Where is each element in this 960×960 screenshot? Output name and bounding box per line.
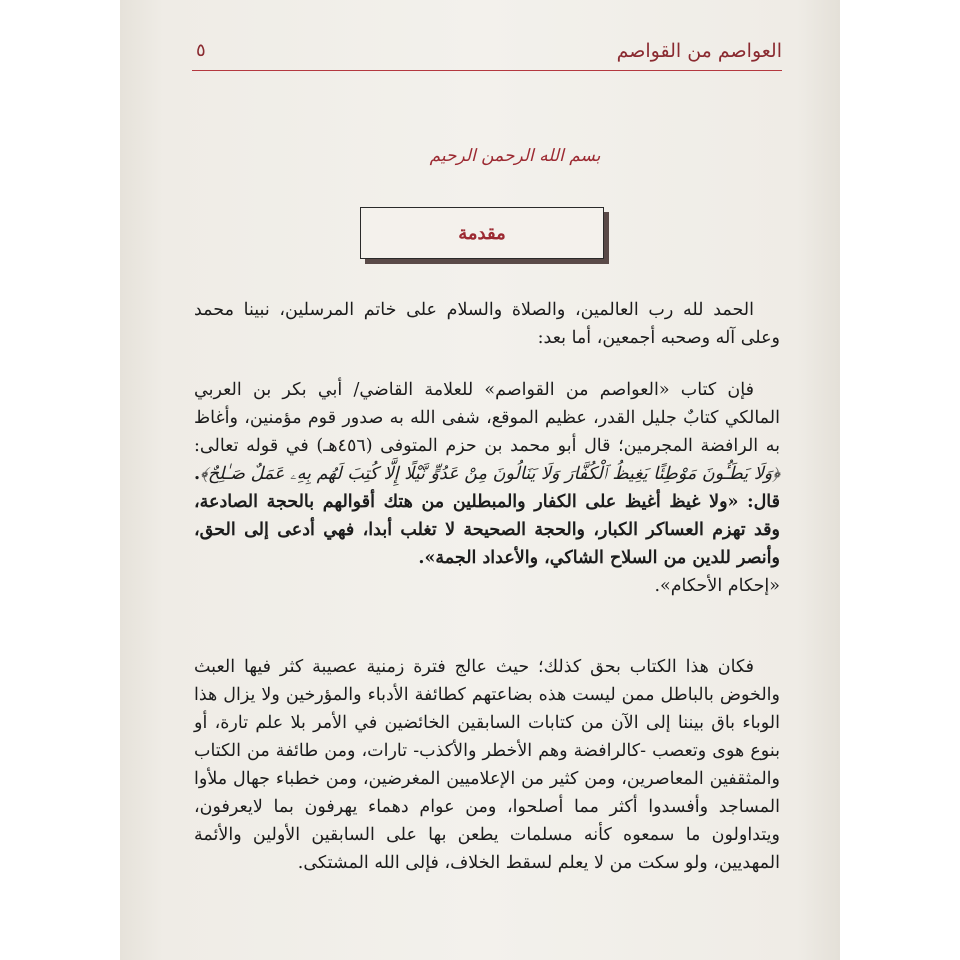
running-header (192, 40, 782, 71)
paragraph-opening (194, 296, 780, 352)
intro-title: مقدمة (458, 222, 506, 244)
ibn-hazm-quote: . قال: «ولا غيظ أغيظ على الكفار والمبطلين من هتك أقوالهم بالحجة الصادعة، وقد تهزم العساكر الكبار، والحجة الصحيحة لا تغلب أبدا، فهي أدعى إلى الحق، وأنصر للدين من السلاح الشاكي، والأعداد الجمة». (194, 464, 780, 568)
quote-source (194, 572, 780, 600)
paragraph-text: الحمد لله رب العالمين، والصلاة والسلام على خاتم المرسلين، نبينا محمد وعلى آله وصحبه أجمعين، أما بعد: (194, 300, 780, 348)
source-text: «إحكام الأحكام». (654, 576, 780, 596)
paragraph-body (194, 376, 780, 572)
paragraph-text: فكان هذا الكتاب بحق كذلك؛ حيث عالج فترة زمنية عصيبة كثر فيها العبث والخوض بالباطل ممن ليست هذه بضاعتهم كطائفة الأدباء والمؤرخين ولا يزال هذا الوباء باق بيننا إلى الآن من كتابات السابقين الخائضين في الأمر بلا علم تارة، أو بنوع هوى وتعصب -كالرافضة وهم الأخطر والأكذب- تارات، ومن طائفة من الكتاب والمثقفين المعاصرين، ومن كثير من الإعلاميين المغرضين، ومن خطباء جهال ملأوا المساجد وأفسدوا أكثر مما أصلحوا، ومن عوام دهماء يهرفون بما لايعرفون، ويتداولون ما سمعوه كأنه مسلمات يطعن بها على السابقين الأولين والأئمة المهديين، ولو سكت من لا يعلم لسقط الخلاف، فإلى الله المشتكى. (194, 657, 780, 873)
paragraph-book-praise (194, 376, 780, 600)
intro-title-box (360, 207, 604, 259)
header-title: العواصم من القواصم (616, 40, 782, 62)
book-page (120, 0, 840, 960)
quran-verse: ﴿وَلَا يَطَـُٔونَ مَوْطِئًا يَغِيظُ ٱلْكُفَّارَ وَلَا يَنَالُونَ مِنْ عَدُوٍّ نَّيْلًا إِلَّا كُتِبَ لَهُم بِهِۦ عَمَلٌ صَـٰلِحٌ﴾ (200, 464, 780, 484)
basmala-calligraphy: بسم الله الرحمن الرحيم (429, 146, 601, 166)
paragraph-context (194, 653, 780, 877)
page-number: ٥ (196, 40, 206, 61)
paragraph-text: فإن كتاب «العواصم من القواصم» للعلامة القاضي/ أبي بكر بن العربي المالكي كتابٌ جليل القدر، عظيم الموقع، شفى الله به صدور قوم مؤمنين، وأغاظ به الرافضة المجرمين؛ قال أبو محمد بن حزم المتوفى (٤٥٦هـ) في قوله تعالى: (194, 380, 780, 456)
